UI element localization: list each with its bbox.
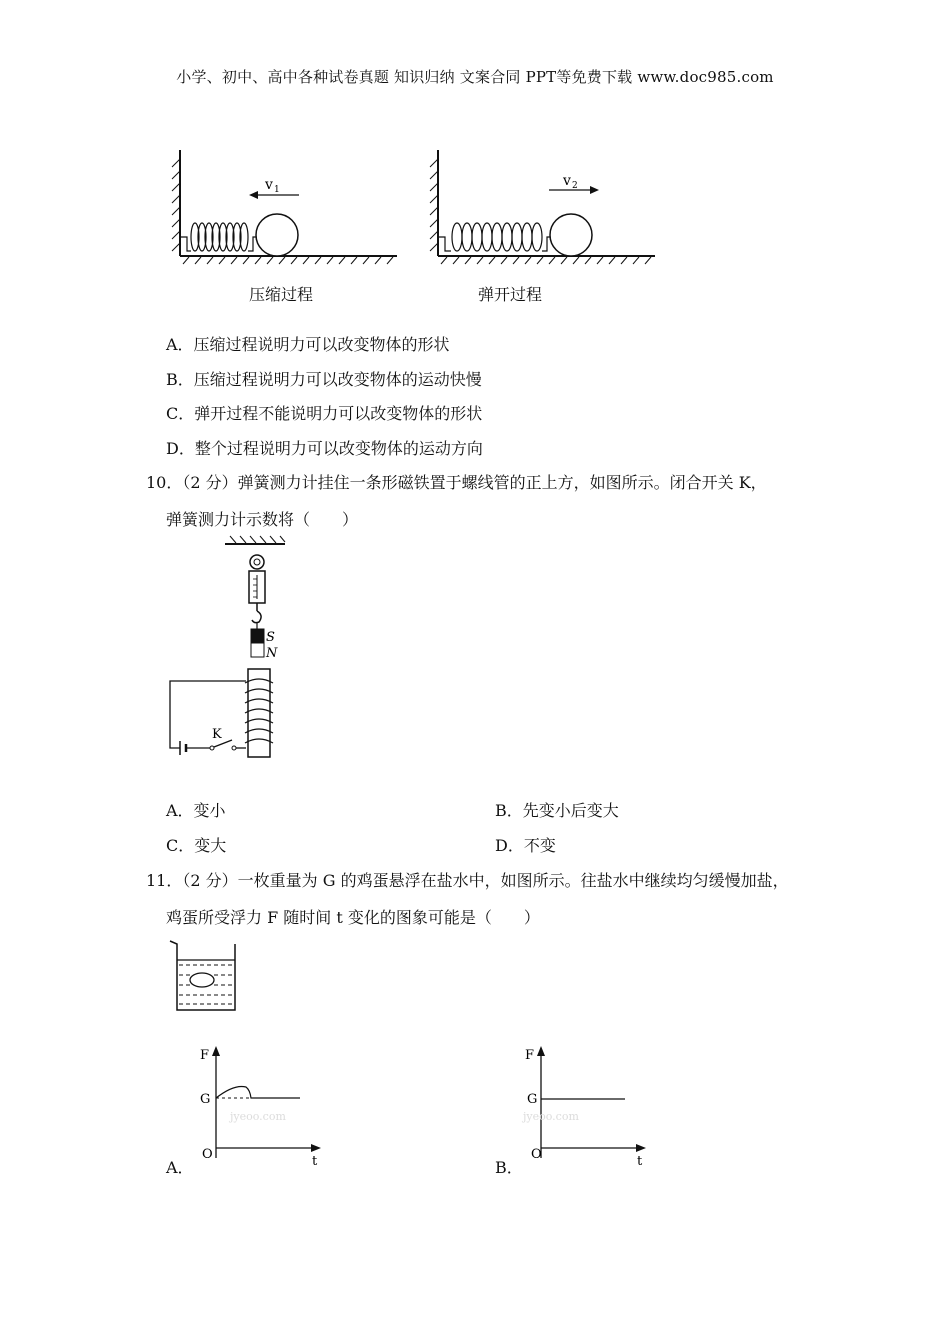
graph-a-curve [216, 1086, 300, 1098]
beaker-figure [166, 938, 246, 1016]
graph-a-watermark: jyeoo.com [230, 1110, 286, 1123]
graph-a-origin: O [202, 1147, 213, 1162]
q11-option-b-label: B． [495, 1158, 523, 1177]
q10-option-d: D．不变 [495, 836, 556, 855]
caption-release: 弹开过程 [478, 285, 543, 304]
magnet-n-pole [251, 643, 264, 657]
graph-a-g-label: G [200, 1092, 211, 1107]
graph-b [515, 1040, 665, 1180]
graph-a-y-label: F [200, 1048, 210, 1063]
v1-subscript: 1 [274, 185, 280, 195]
graph-b-origin: O [531, 1147, 542, 1162]
caption-compression: 压缩过程 [249, 285, 314, 304]
q10-option-a: A．变小 [166, 801, 226, 820]
release-figure [423, 145, 663, 265]
q10-stem-line2: 弹簧测力计示数将（ ） [166, 510, 359, 529]
compression-figure [165, 145, 405, 265]
label-n: N [266, 646, 278, 661]
q9-option-c: C．弹开过程不能说明力可以改变物体的形状 [166, 404, 483, 423]
graph-b-x-label: t [637, 1154, 643, 1169]
v2-label: v [563, 173, 571, 189]
q9-option-b: B．压缩过程说明力可以改变物体的运动快慢 [166, 370, 482, 389]
q11-stem-line2: 鸡蛋所受浮力 F 随时间 t 变化的图象可能是（ ） [166, 908, 540, 927]
graph-b-watermark: jyeoo.com [523, 1110, 579, 1123]
solenoid-figure [160, 535, 300, 765]
compressed-spring [180, 223, 257, 251]
egg [190, 973, 214, 987]
v1-label: v [265, 177, 273, 193]
q11-option-a-label: A． [166, 1158, 194, 1177]
ball [256, 214, 298, 256]
graph-a-x-label: t [312, 1154, 318, 1169]
q10-stem-line1: 10．（2 分）弹簧测力计挂住一条形磁铁置于螺线管的正上方，如图所示。闭合开关 K， [146, 473, 767, 492]
released-spring [438, 223, 551, 251]
v2-subscript: 2 [572, 181, 578, 191]
q11-stem-line1: 11．（2 分）一枚重量为 G 的鸡蛋悬浮在盐水中，如图所示。往盐水中继续均匀缓慢加盐， [146, 871, 789, 890]
q9-option-a: A．压缩过程说明力可以改变物体的形状 [166, 335, 450, 354]
q10-option-b: B．先变小后变大 [495, 801, 619, 820]
page-header: 小学、初中、高中各种试卷真题 知识归纳 文案合同 PPT等免费下载 www.doc985.com [176, 68, 774, 86]
q9-option-d: D．整个过程说明力可以改变物体的运动方向 [166, 439, 483, 458]
label-s: S [266, 630, 275, 645]
q10-option-c: C．变大 [166, 836, 227, 855]
graph-b-g-label: G [527, 1092, 538, 1107]
label-k: K [212, 727, 222, 742]
graph-a [190, 1040, 340, 1180]
magnet-s-pole [251, 629, 264, 643]
ball [550, 214, 592, 256]
graph-b-y-label: F [525, 1048, 535, 1063]
